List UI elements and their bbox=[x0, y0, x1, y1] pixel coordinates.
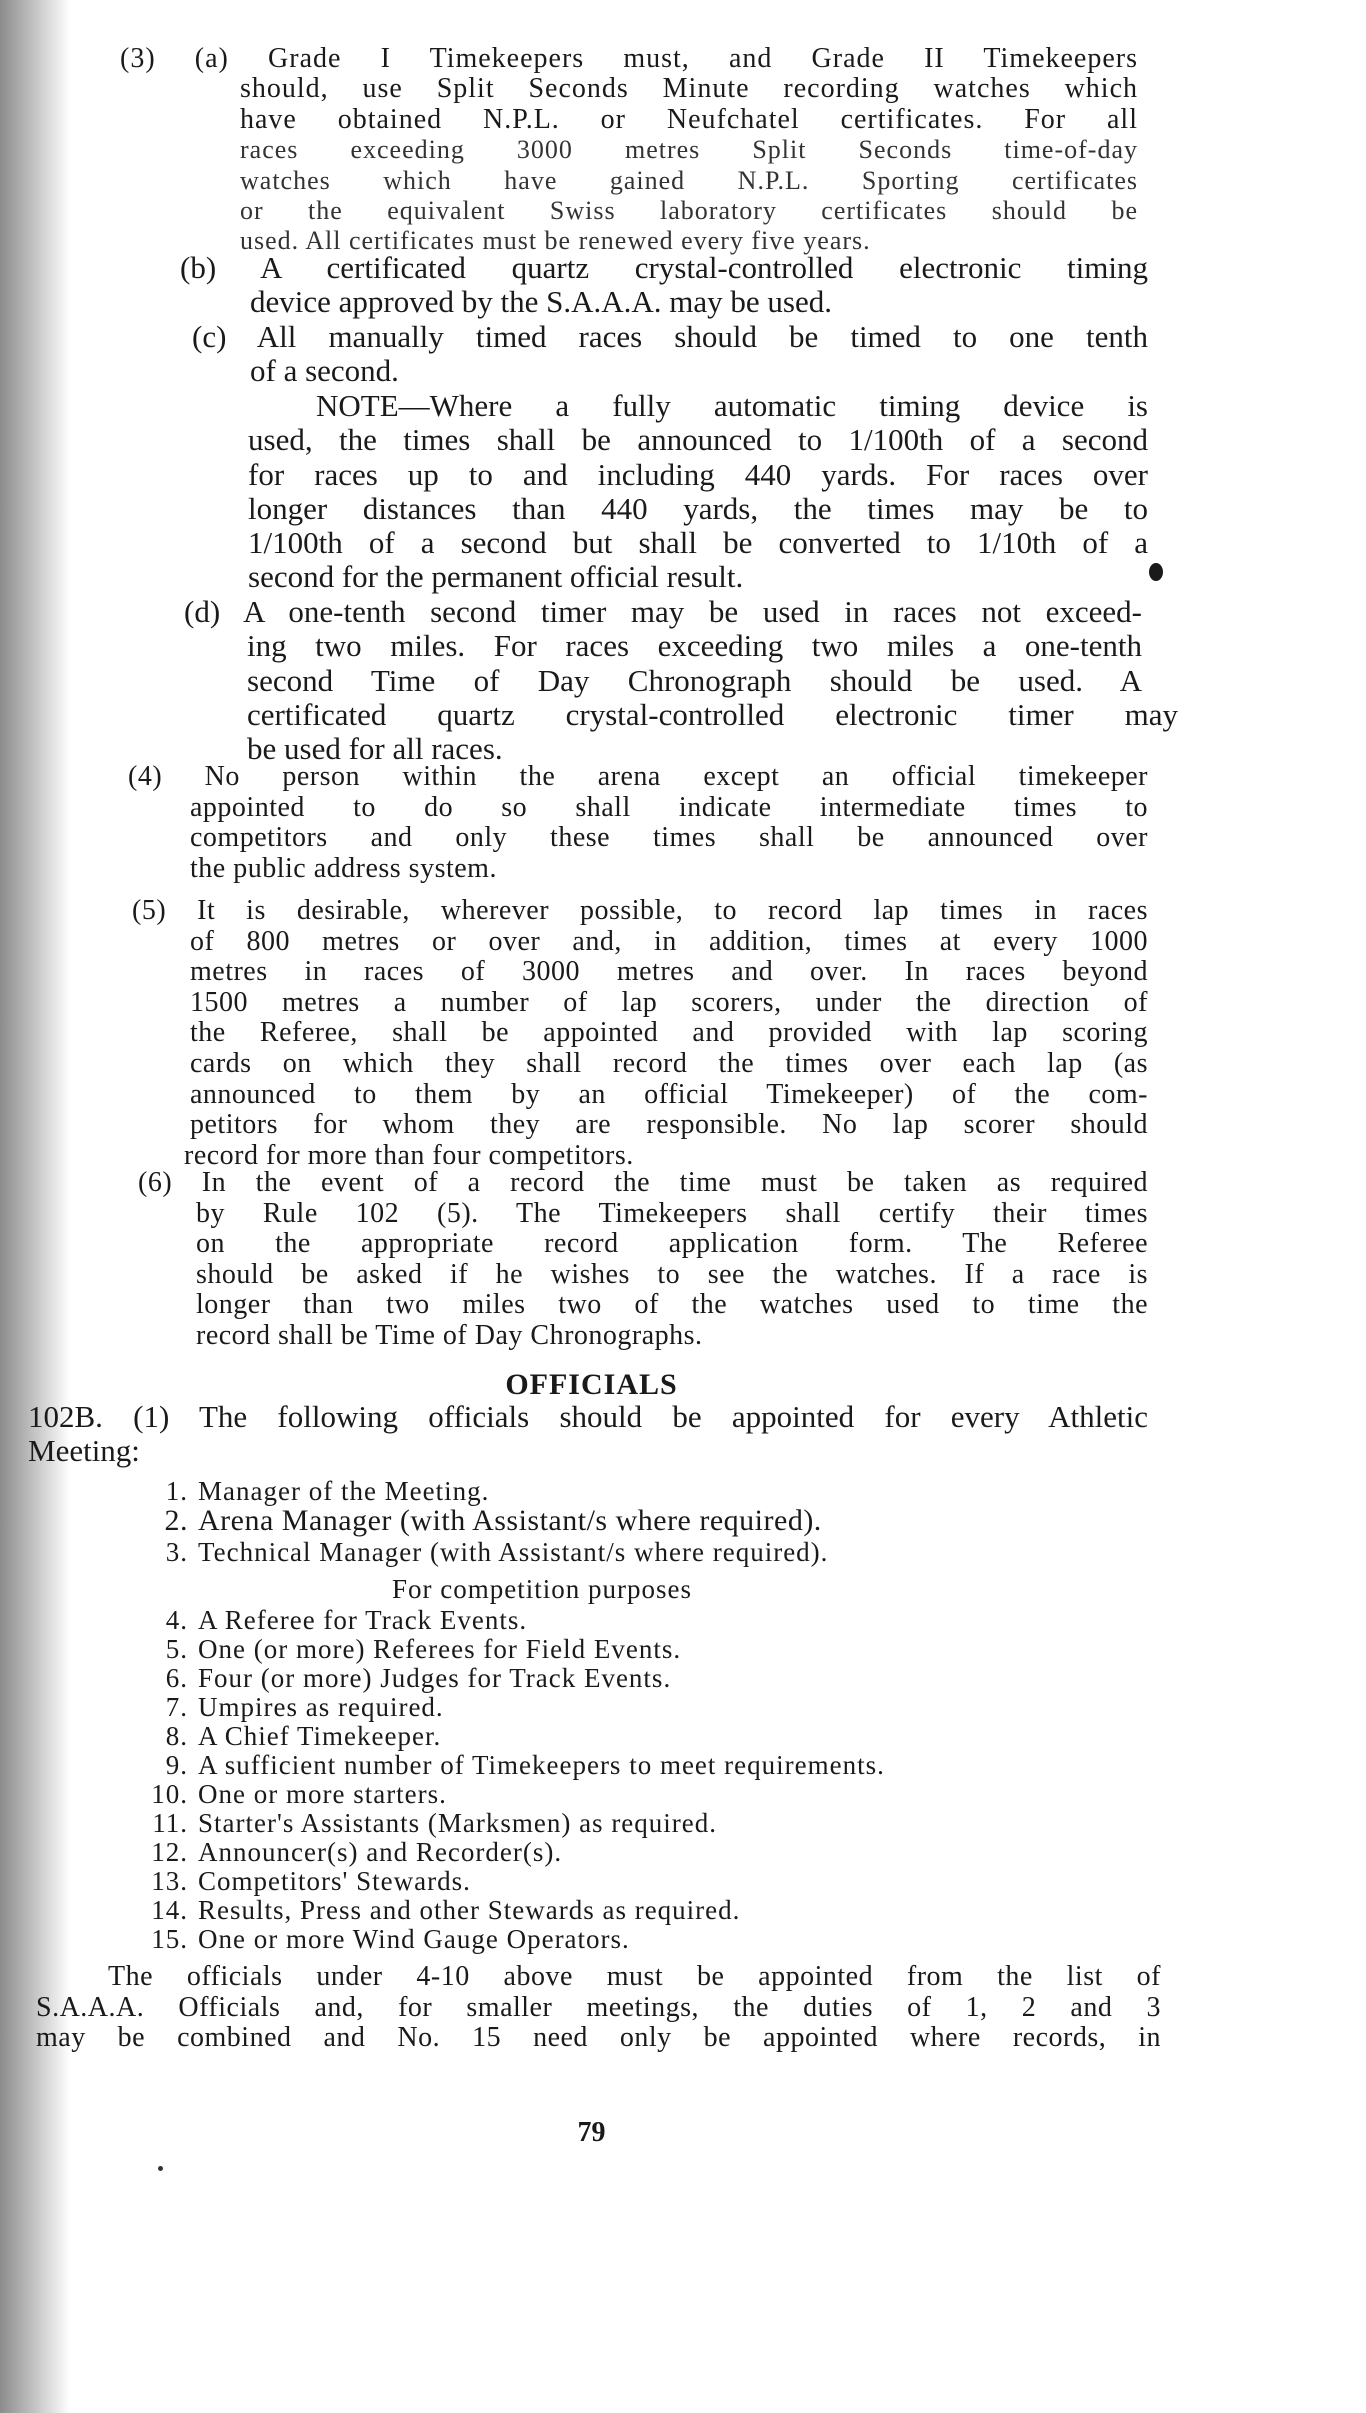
text-line: should be asked if he wishes to see the watches. If a race is bbox=[196, 1258, 1148, 1290]
text-line: 102B. (1) The following officials should be appointed for every Athletic bbox=[28, 1399, 1148, 1434]
officials-heading: OFFICIALS bbox=[505, 1368, 678, 1401]
list-item-number: 7. bbox=[165, 1692, 188, 1722]
list-item bbox=[138, 1476, 489, 1507]
list-item-text: Umpires as required. bbox=[198, 1692, 444, 1722]
list-item-text: One (or more) Referees for Field Events. bbox=[198, 1634, 682, 1664]
list-item-text: One or more starters. bbox=[198, 1779, 447, 1809]
list-item bbox=[138, 1779, 447, 1810]
rule-3b-paragraph bbox=[180, 251, 1148, 320]
text-line: 1500 metres a number of lap scorers, under the direction of bbox=[190, 986, 1148, 1018]
list-item-number: 10. bbox=[151, 1779, 188, 1809]
text-line: record for more than four competitors. bbox=[184, 1139, 634, 1171]
text-line: on the appropriate record application form. The Referee bbox=[196, 1228, 1148, 1260]
list-item-text: A Referee for Track Events. bbox=[198, 1605, 528, 1635]
list-item bbox=[138, 1924, 630, 1955]
text-line: device approved by the S.A.A.A. may be used. bbox=[250, 284, 832, 320]
list-item bbox=[138, 1692, 444, 1723]
list-item-number: 5. bbox=[165, 1634, 188, 1664]
ink-speck-mark bbox=[158, 2166, 163, 2171]
list-item-number: 15. bbox=[151, 1924, 188, 1954]
text-line: (4) No person within the arena except an official timekeeper bbox=[128, 761, 1148, 792]
text-line: ing two miles. For races exceeding two miles a one-tenth bbox=[247, 628, 1142, 664]
list-item-text: Technical Manager (with Assistant/s where required). bbox=[198, 1537, 829, 1567]
list-item bbox=[138, 1866, 471, 1897]
text-line: (5) It is desirable, wherever possible, to record lap times in races bbox=[132, 895, 1148, 926]
rule-3d-paragraph bbox=[184, 595, 1178, 766]
text-line: used. All certificates must be renewed every five years. bbox=[240, 226, 871, 256]
text-line: by Rule 102 (5). The Timekeepers shall certify their times bbox=[196, 1197, 1148, 1229]
text-line: S.A.A.A. Officials and, for smaller meetings, the duties of 1, 2 and 3 bbox=[36, 1991, 1161, 2023]
list-item bbox=[138, 1837, 562, 1868]
text-line: of a second. bbox=[250, 353, 399, 389]
rule-3c-paragraph bbox=[192, 320, 1148, 389]
text-line: longer than two miles two of the watches used to time the bbox=[196, 1289, 1148, 1321]
text-line: competitors and only these times shall be announced over bbox=[190, 822, 1148, 854]
text-line: 1/100th of a second but shall be converted to 1/10th of a bbox=[248, 525, 1148, 561]
competition-subheading: For competition purposes bbox=[392, 1574, 692, 1604]
text-line: (3) (a) Grade I Timekeepers must, and Grade II Timekeepers bbox=[120, 43, 1138, 74]
rule-6-paragraph bbox=[138, 1168, 1148, 1352]
text-line: or the equivalent Swiss laboratory certificates should be bbox=[240, 196, 1138, 226]
text-line: (c) All manually timed races should be timed to one tenth bbox=[192, 319, 1148, 354]
text-line: watches which have gained N.P.L. Sporting certificates bbox=[240, 165, 1138, 195]
list-item bbox=[138, 1808, 717, 1839]
list-item bbox=[138, 1721, 441, 1752]
text-line: of 800 metres or over and, in addition, times at every 1000 bbox=[190, 925, 1148, 957]
list-item-number: 12. bbox=[151, 1837, 188, 1867]
text-line: metres in races of 3000 metres and over. In races beyond bbox=[190, 956, 1148, 988]
list-item-text: Results, Press and other Stewards as required. bbox=[198, 1895, 741, 1925]
text-line: petitors for whom they are responsible. No lap scorer should bbox=[190, 1109, 1148, 1141]
list-item-number: 2. bbox=[164, 1504, 188, 1537]
list-item bbox=[138, 1537, 828, 1568]
text-line: have obtained N.P.L. or Neufchatel certificates. For all bbox=[240, 103, 1138, 135]
list-item-text: Four (or more) Judges for Track Events. bbox=[198, 1663, 672, 1693]
text-line: appointed to do so shall indicate intermediate times to bbox=[190, 791, 1148, 823]
text-line: The officials under 4-10 above must be appointed from the list of bbox=[108, 1961, 1161, 1992]
list-item bbox=[138, 1605, 527, 1636]
text-line: certificated quartz crystal-controlled electronic timer may bbox=[247, 696, 1178, 732]
text-line: (d) A one-tenth second timer may be used in races not exceed- bbox=[184, 594, 1142, 629]
list-item-text: Competitors' Stewards. bbox=[198, 1866, 471, 1896]
list-item-text: A Chief Timekeeper. bbox=[198, 1721, 442, 1751]
list-item-number: 4. bbox=[165, 1605, 188, 1635]
list-item-text: A sufficient number of Timekeepers to meet requirements. bbox=[198, 1750, 885, 1780]
text-line: the Referee, shall be appointed and provided with lap scoring bbox=[190, 1017, 1148, 1049]
text-line: second Time of Day Chronograph should be used. A bbox=[247, 662, 1142, 698]
text-line: NOTE—Where a fully automatic timing device is bbox=[316, 388, 1148, 423]
list-item-number: 1. bbox=[165, 1476, 188, 1506]
list-item-text: One or more Wind Gauge Operators. bbox=[198, 1924, 630, 1954]
text-line: (b) A certificated quartz crystal-controlled electronic timing bbox=[180, 250, 1148, 285]
text-line: should, use Split Seconds Minute recording watches which bbox=[240, 73, 1138, 105]
list-item bbox=[138, 1750, 885, 1781]
list-item-number: 3. bbox=[165, 1537, 188, 1567]
rule-102b-paragraph bbox=[28, 1400, 1148, 1469]
text-line: Meeting: bbox=[28, 1433, 140, 1469]
text-line: the public address system. bbox=[190, 852, 497, 884]
list-item-number: 11. bbox=[152, 1808, 188, 1838]
text-line: (6) In the event of a record the time must be taken as required bbox=[138, 1167, 1148, 1198]
timing-note-paragraph bbox=[248, 389, 1148, 595]
list-item-number: 6. bbox=[165, 1663, 188, 1693]
text-line: record shall be Time of Day Chronographs. bbox=[196, 1319, 703, 1351]
list-item-number: 14. bbox=[151, 1895, 188, 1925]
list-item-text: Starter's Assistants (Marksmen) as required. bbox=[198, 1808, 718, 1838]
list-item-number: 9. bbox=[165, 1750, 188, 1780]
text-line: may be combined and No. 15 need only be appointed where records, in bbox=[36, 2022, 1161, 2054]
list-item-text: Manager of the Meeting. bbox=[198, 1476, 490, 1506]
list-item bbox=[138, 1634, 681, 1665]
rule-5-paragraph bbox=[132, 896, 1148, 1171]
text-line: cards on which they shall record the times over each lap (as bbox=[190, 1047, 1148, 1079]
list-item-number: 13. bbox=[151, 1866, 188, 1896]
closing-paragraph bbox=[36, 1962, 1161, 2054]
rule-3a-paragraph bbox=[120, 44, 1138, 257]
text-line: longer distances than 440 yards, the times may be to bbox=[248, 490, 1148, 526]
list-item bbox=[138, 1895, 740, 1926]
text-line: second for the permanent official result. bbox=[248, 559, 744, 595]
text-line: announced to them by an official Timekeeper) of the com- bbox=[190, 1078, 1148, 1110]
page-number: 79 bbox=[577, 2117, 606, 2148]
list-item-text: Arena Manager (with Assistant/s where required). bbox=[198, 1504, 822, 1537]
text-line: races exceeding 3000 metres Split Seconds time-of-day bbox=[240, 135, 1138, 165]
list-item-text: Announcer(s) and Recorder(s). bbox=[198, 1837, 563, 1867]
text-line: be used for all races. bbox=[247, 731, 503, 767]
list-item bbox=[138, 1663, 671, 1694]
text-line: used, the times shall be announced to 1/100th of a second bbox=[248, 422, 1148, 458]
text-line: for races up to and including 440 yards. For races over bbox=[248, 456, 1148, 492]
list-item bbox=[138, 1504, 822, 1538]
list-item-number: 8. bbox=[165, 1721, 188, 1751]
rule-4-paragraph bbox=[128, 762, 1148, 884]
ink-dot-mark bbox=[1149, 563, 1163, 581]
